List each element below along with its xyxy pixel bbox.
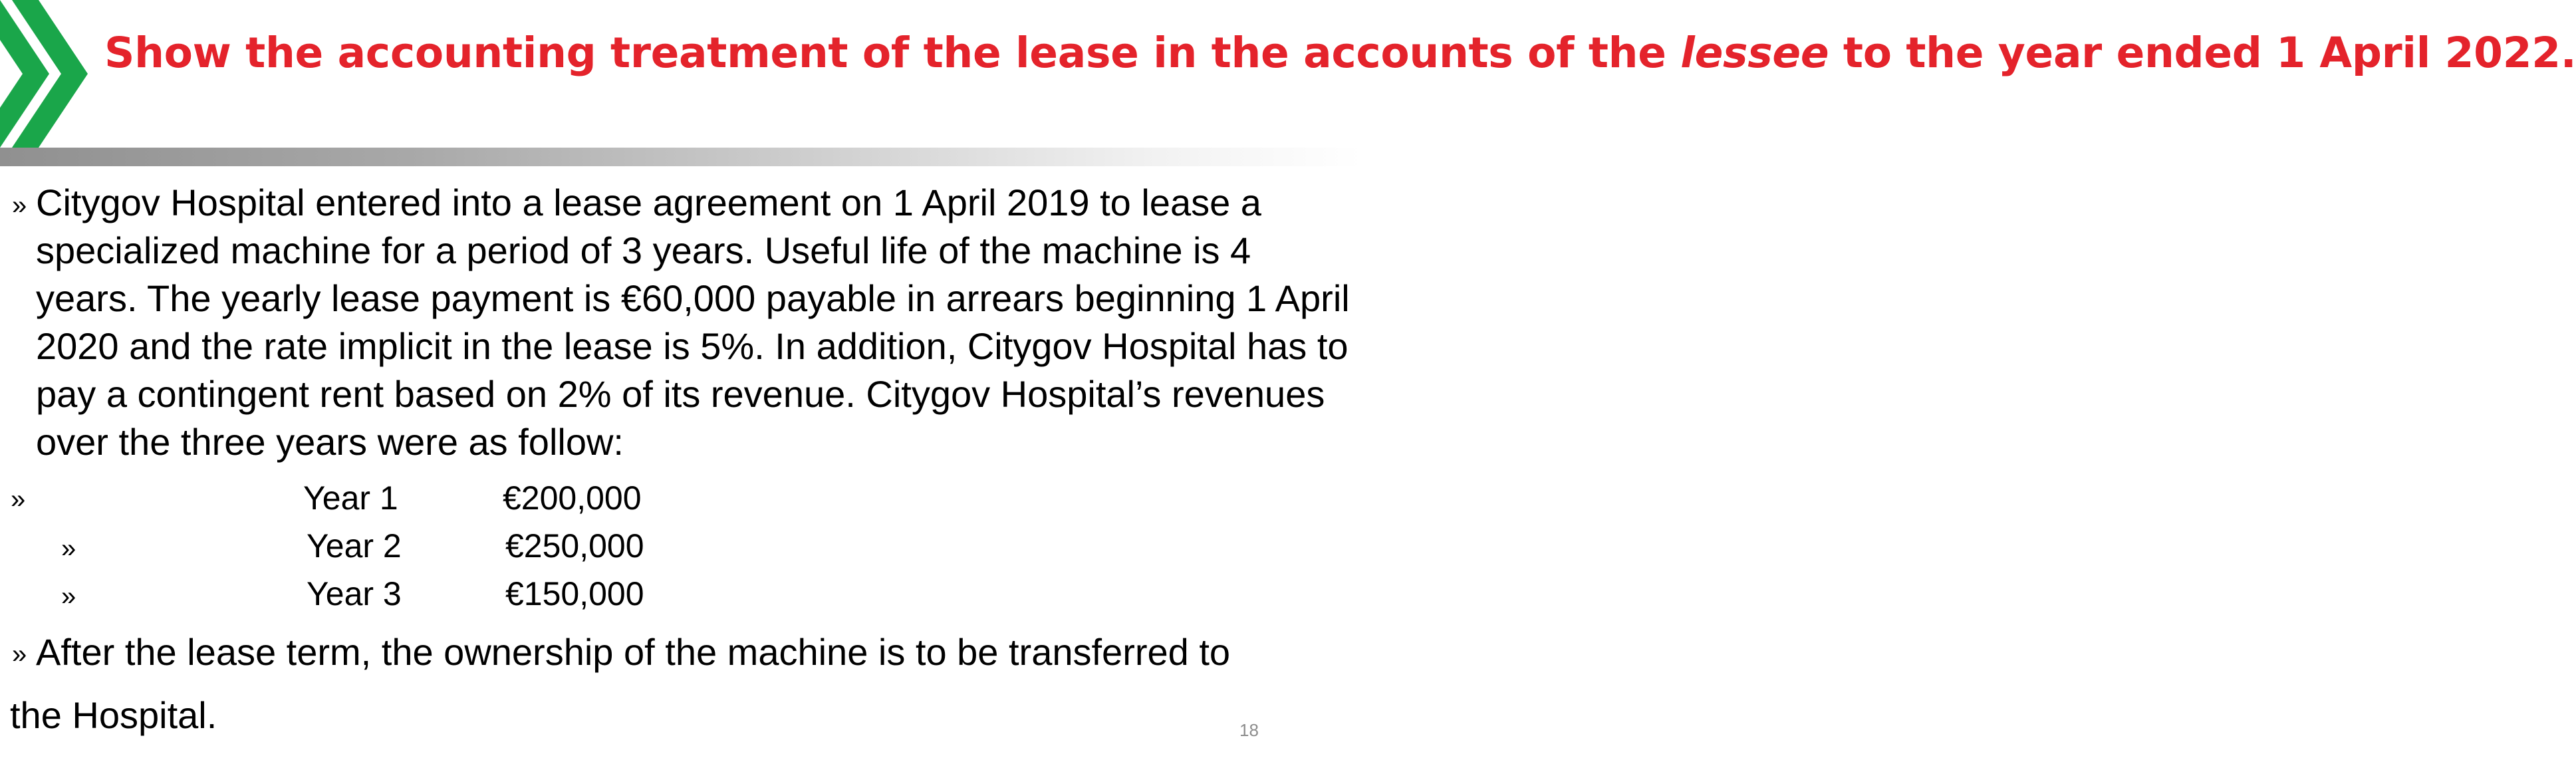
title-part-2: to the year ended 1 April 2022.	[1829, 29, 2576, 77]
revenue-amount: €150,000	[505, 575, 644, 612]
revenue-year: Year 2	[307, 527, 402, 565]
bullet-icon: »	[12, 640, 27, 669]
bullet-icon: »	[12, 191, 27, 220]
ownership-transfer-paragraph: After the lease term, the ownership of the machine is to be transferred to	[36, 631, 1231, 673]
bullet-icon: »	[61, 582, 76, 611]
revenue-year: Year 1	[303, 479, 398, 517]
ownership-transfer-paragraph-continued: the Hospital.	[10, 694, 217, 736]
page-number: 18	[1239, 720, 1259, 740]
double-chevron-right-icon	[0, 0, 93, 148]
bullet-icon: »	[61, 534, 76, 563]
title-part-1: Show the accounting treatment of the lease in the accounts of the	[104, 29, 1681, 77]
slide-title	[104, 28, 2576, 78]
lease-description-paragraph: Citygov Hospital entered into a lease agreement on 1 April 2019 to lease a specialized machine for a period of 3 years. Useful life of the machine is 4 years. The yearly lease payment is €60,000 payable in arrears beginning 1 April 2020 and the rate implicit in the lease is 5%. In addition, Citygov Hospital has to pay a contingent rent based on 2% of its revenue. Citygov Hospital’s revenues over the three years were as follow:	[36, 182, 1350, 463]
title-emphasis: lessee	[1680, 29, 1829, 77]
revenue-year: Year 3	[307, 575, 402, 612]
revenue-amount: €200,000	[503, 479, 642, 517]
bullet-icon: »	[11, 485, 26, 514]
header-divider-bar	[0, 148, 1362, 166]
revenue-amount: €250,000	[505, 527, 644, 565]
